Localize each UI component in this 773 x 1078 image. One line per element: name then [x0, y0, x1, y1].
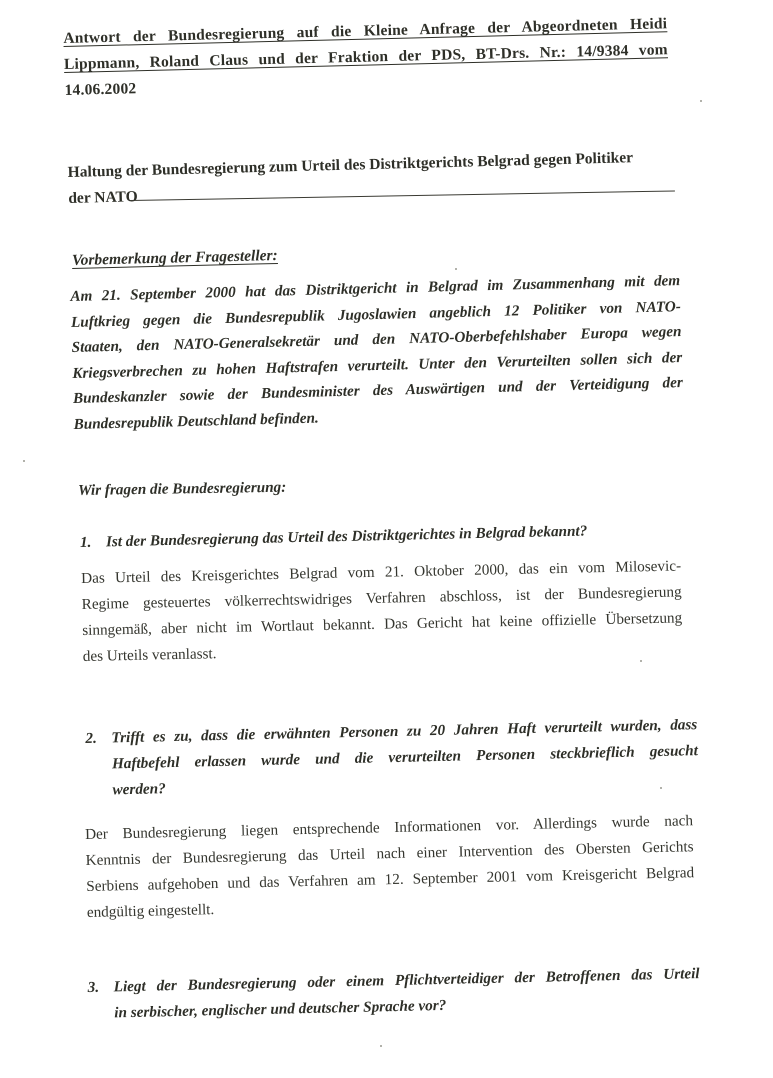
question-2 [85, 712, 699, 804]
question-3 [87, 961, 700, 1027]
question-number: 3. [87, 978, 100, 997]
question-line: Haftbefehl erlassen wurde und die verurteilten Personen steckbrieflich gesucht [111, 742, 699, 773]
question-1 [80, 517, 670, 556]
scan-speck [640, 660, 642, 662]
title-line: Lippmann, Roland Claus und der Fraktion der PDS, BT-Drs. Nr.: 14/9384 vom [63, 41, 669, 73]
answer-line: Der Bundesregierung liegen entsprechende Informationen vor. Allerdings wurde nach [84, 812, 694, 844]
preliminary-line: Bundeskanzler sowie der Bundesminister des Auswärtigen und der Verteidigung der [72, 374, 684, 407]
preliminary-line: Staaten, den NATO-Generalsekretär und den NATO-Oberbefehlshaber Europa wegen [71, 323, 682, 357]
scan-speck [23, 460, 25, 462]
question-number: 2. [85, 729, 97, 748]
subject-heading [67, 144, 678, 212]
answer-1 [81, 553, 683, 670]
questions-intro: Wir fragen die Bundesregierung: [77, 478, 287, 499]
question-line: in serbischer, englischer und deutscher Sprache vor? [114, 996, 447, 1022]
question-text: Liegt der Bundesregierung oder einem Pflichtverteidiger der Betroffenen das Urteil [113, 965, 700, 996]
answer-2 [85, 808, 695, 926]
answer-line: des Urteils veranlasst. [82, 645, 217, 665]
question-text: Trifft es zu, dass die erwähnten Personen zu 20 Jahren Haft verurteilt wurden, dass [111, 716, 698, 747]
preliminary-heading: Vorbemerkung der Fragesteller: [71, 246, 278, 269]
subject-line: der NATO [68, 188, 138, 207]
question-line: werden? [112, 780, 166, 799]
scan-speck [380, 1045, 382, 1047]
title-line: 14.06.2002 [64, 80, 137, 99]
answer-line: endgültig eingestellt. [86, 901, 215, 921]
question-text: Ist der Bundesregierung das Urteil des Distriktgerichtes in Belgrad bekannt? [105, 522, 588, 551]
scan-speck [660, 787, 662, 789]
question-number: 1. [79, 533, 92, 551]
answer-line: Regime gesteuertes völkerrechtswidriges Verfahren abschloss, ist der Bundesregierung [81, 583, 682, 614]
answer-line: Das Urteil des Kreisgerichtes Belgrad vom 21. Oktober 2000, das ein vom Milosevic- [80, 557, 682, 588]
title-line: Antwort der Bundesregierung auf die Kleine Anfrage der Abgeordneten Heidi [63, 15, 668, 48]
answer-line: Kenntnis der Bundesregierung das Urteil nach einer Intervention des Obersten Gerichts [85, 838, 694, 870]
document-title [63, 11, 669, 104]
preliminary-body [70, 268, 684, 437]
preliminary-line: Bundesrepublik Deutschland befinden. [73, 409, 319, 433]
preliminary-line: Kriegsverbrechen zu hohen Haftstrafen verurteilt. Unter den Verurteilten sollen sich der [72, 348, 683, 382]
preliminary-line: Am 21. September 2000 hat das Distriktgericht in Belgrad im Zusammenhang mit dem [70, 272, 681, 306]
answer-line: Serbiens aufgehoben und das Verfahren am 12. September 2001 vom Kreisgericht Belgrad [86, 864, 695, 895]
preliminary-line: Luftkrieg gegen die Bundesrepublik Jugoslawien angeblich 12 Politiker von NATO- [70, 297, 682, 331]
answer-line: sinngemäß, aber nicht im Wortlaut bekannt. Das Gericht hat keine offizielle Übersetzung [82, 609, 683, 639]
scan-speck [700, 100, 702, 102]
subject-line: Haltung der Bundesregierung zum Urteil des Distriktgerichts Belgrad gegen Politiker [67, 149, 634, 182]
scan-speck [455, 268, 457, 270]
